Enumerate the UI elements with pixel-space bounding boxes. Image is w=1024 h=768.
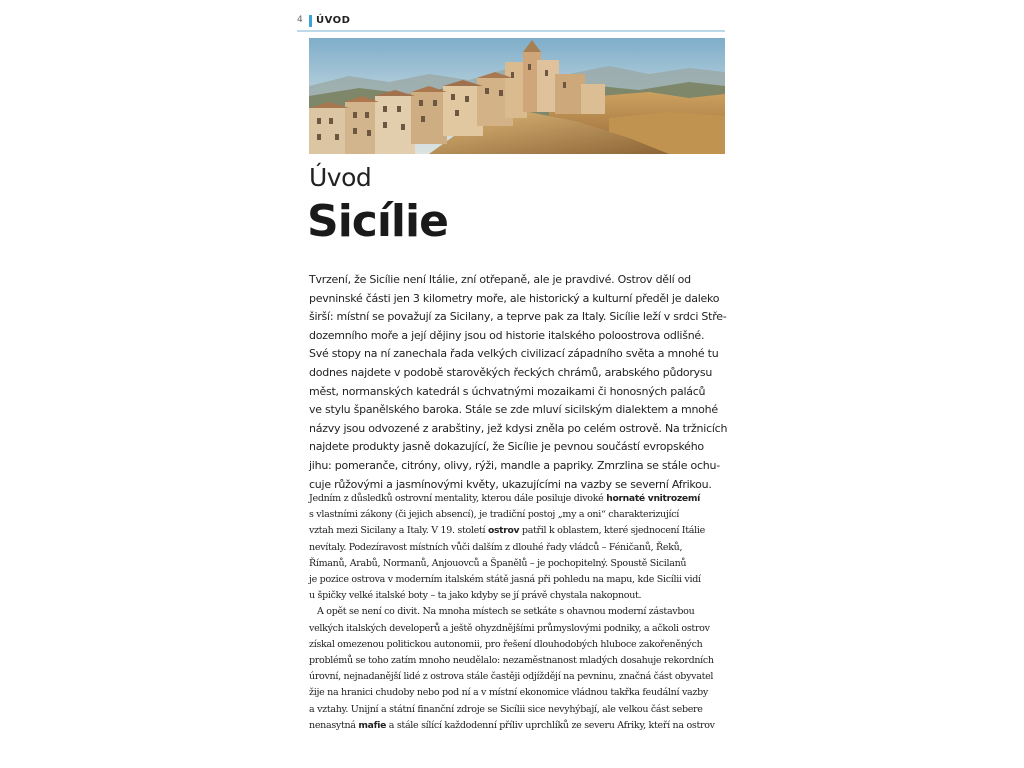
- intro-line: měst, normanských katedrál s úchvatnými mozaikami či honosných paláců: [309, 384, 706, 398]
- highlight-term: mafie: [358, 719, 387, 731]
- intro-line: cuje růžovými a jasmínovými květy, ukazujícími na vazby se severní Afrikou.: [309, 477, 712, 491]
- body-line: [309, 491, 729, 507]
- intro-line: názvy jsou odvozené z arabštiny, jež kdysi zněla po celém ostrově. Na tržnicích: [309, 421, 728, 435]
- body-line: žije na hranici chudoby nebo pod ní a v místní ekonomice vládnou takřka feudální vazby: [309, 687, 708, 699]
- intro-paragraph: [309, 271, 729, 494]
- section-tag: ÚVOD: [309, 15, 351, 27]
- body-line: je pozice ostrova v moderním italském státě jasná při pohledu na mapu, kde Sicílii vidí: [309, 574, 701, 586]
- hilltop-town-image: [309, 38, 725, 154]
- intro-line: pevninské části jen 3 kilometry moře, ale historický a kulturní předěl je daleko: [309, 291, 720, 305]
- chapter-title: Sicílie: [307, 196, 448, 247]
- body-line: problémů se toho zatím mnoho neudělalo: nezaměstnanost mladých dosahuje rekordních: [309, 655, 714, 667]
- body-line: Římanů, Arabů, Normanů, Anjouovců a Španělů – je pochopitelný. Spoustě Sicilanů: [309, 557, 687, 569]
- highlight-term: hornaté vnitrozemí: [606, 493, 700, 504]
- chapter-subtitle: Úvod: [309, 163, 372, 192]
- intro-line: Své stopy na ní zanechala řada velkých civilizací západního světa a mnohé tu: [309, 347, 719, 361]
- body-text-run: nenasytná: [309, 719, 359, 731]
- intro-line: jihu: pomeranče, citróny, olivy, rýži, mandle a papriky. Zmrzlina se stále ochu-: [309, 458, 720, 472]
- body-text-run: Jedním z důsledků ostrovní mentality, kterou dále posiluje divoké: [309, 493, 607, 504]
- intro-line: najdete produkty jasně dokazující, že Sicílie je pevnou součástí evropského: [309, 440, 704, 454]
- body-text-run: patřil k oblastem, které sjednocení Itálie: [519, 525, 705, 537]
- intro-line: širší: místní se považují za Sicilany, a teprve pak za Italy. Sicílie leží v srdci Stře-: [309, 310, 727, 324]
- body-line: získal omezenou politickou autonomii, pro řešení dlouhodobých hluboce zakořeněných: [309, 638, 703, 650]
- intro-line: dozemního moře a její dějiny jsou od historie italského poloostrova odlišné.: [309, 328, 705, 342]
- page-number: 4: [297, 15, 303, 25]
- intro-line: Tvrzení, že Sicílie není Itálie, zní otřepaně, ale je pravdivé. Ostrov dělí od: [309, 273, 691, 286]
- body-paragraphs: [309, 491, 729, 734]
- body-line: [309, 523, 729, 539]
- body-line: [309, 718, 729, 734]
- hero-photo: [309, 38, 725, 154]
- body-line: a vztahy. Unijní a státní finanční zdroje se Sicílii sice nevyhýbají, ale velkou část sebere: [309, 703, 703, 715]
- body-line: nevítaly. Podezíravost místních vůči dalším z dlouhé řady vládců – Féničanů, Řeků,: [309, 541, 683, 553]
- highlight-term: ostrov: [487, 525, 520, 537]
- body-text-run: vztah mezi Sicilany a Italy. V 19. století: [309, 525, 488, 537]
- running-header: [297, 14, 725, 32]
- body-line: A opět se není co divit. Na mnoha místech se setkáte s ohavnou moderní zástavbou: [317, 606, 695, 618]
- body-line: u špičky velké italské boty – ta jako kdyby se jí právě chystala nakopnout.: [309, 590, 642, 602]
- body-text-run: a stále sílící každodenní příliv uprchlíků ze severu Afriky, kteří na ostrov: [386, 719, 715, 731]
- body-line: úrovní, nejnadanější lidé z ostrova stále častěji odjíždějí na pevninu, značná část obyvatel: [309, 671, 714, 683]
- body-line: velkých italských developerů a ještě ohyzdnějšími průmyslovými podniky, a ačkoli ostrov: [309, 622, 710, 634]
- intro-line: dodnes najdete v podobě starověkých řeckých chrámů, arabského půdorysu: [309, 365, 713, 379]
- intro-line: ve stylu španělského baroka. Stále se zde mluví sicilským dialektem a mnohé: [309, 403, 718, 417]
- body-line: s vlastními zákony (či jejich absencí), je tradiční postoj „my a oni“ charakterizující: [309, 509, 680, 521]
